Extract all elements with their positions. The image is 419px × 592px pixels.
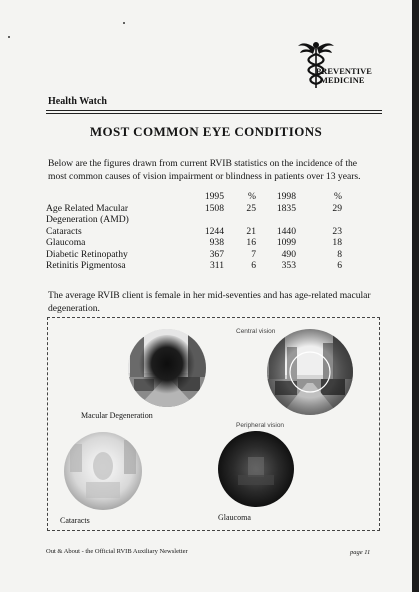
table-cell: 21 — [246, 225, 256, 237]
table-cell: 1508 — [204, 202, 224, 214]
table-cell: Cataracts — [46, 225, 82, 237]
newsletter-footer: Out & About - the Official RVIB Auxiliary Newsletter — [46, 548, 188, 555]
table-row — [46, 249, 342, 261]
table-cell: 1835 — [276, 202, 296, 214]
statistics-table — [46, 191, 342, 272]
table-cell: Degeneration (AMD) — [46, 214, 129, 225]
speck — [8, 36, 10, 38]
macular-degeneration-image — [128, 329, 206, 407]
table-cell: 7 — [251, 248, 256, 260]
logo-line-2: MEDICINE — [320, 76, 365, 85]
table-cell: 16 — [246, 237, 256, 248]
table-cell: 6 — [337, 260, 342, 271]
table-cell: Age Related Macular — [46, 202, 129, 214]
table-header-cell: % — [248, 191, 256, 202]
table-cell — [256, 214, 296, 226]
table-header-cell: 1998 — [276, 191, 296, 202]
speck — [123, 22, 125, 24]
cataracts-caption: Cataracts — [60, 516, 90, 525]
table-header-row — [46, 191, 342, 203]
table-cell: Diabetic Retinopathy — [46, 248, 128, 260]
table-header-cell — [46, 191, 172, 203]
header-rule — [46, 110, 382, 111]
glaucoma-caption: Glaucoma — [218, 513, 251, 522]
page-title: MOST COMMON EYE CONDITIONS — [89, 124, 323, 139]
table-cell — [172, 214, 224, 226]
table-header-cell: % — [334, 191, 342, 202]
table-cell: 29 — [332, 202, 342, 214]
table-cell — [224, 214, 256, 226]
logo-wordmark — [316, 67, 372, 85]
table-cell: 18 — [332, 237, 342, 248]
table-cell: Glaucoma — [46, 237, 86, 248]
table-cell: 25 — [246, 202, 256, 214]
table-cell: 311 — [209, 260, 224, 271]
cataracts-image — [64, 432, 142, 510]
table-row — [46, 260, 342, 272]
table-header-cell: 1995 — [204, 191, 224, 202]
table-cell: Retinitis Pigmentosa — [46, 260, 126, 271]
table-row — [46, 226, 342, 238]
table-cell: 1440 — [276, 225, 296, 237]
central-vision-label: Central vision — [236, 328, 276, 335]
table-cell: 367 — [209, 248, 224, 260]
page-number: page 11 — [350, 549, 371, 556]
header-rule-double — [46, 113, 382, 114]
vision-illustration — [47, 317, 380, 531]
intro-paragraph: Below are the figures drawn from current RVIB statistics on the incidence of the most common causes of vision impairment or blindness in patients over 13 years. — [48, 158, 361, 182]
table-cell: 1244 — [204, 225, 224, 237]
logo-line-1: PREVENTIVE — [316, 67, 372, 76]
table-cell: 353 — [281, 260, 296, 271]
table-cell: 23 — [332, 225, 342, 237]
table-row — [46, 203, 342, 215]
table-cell: 938 — [209, 237, 224, 248]
section-label: Health Watch — [48, 96, 107, 107]
table-cell: 1099 — [276, 237, 296, 248]
macular-degeneration-caption: Macular Degeneration — [81, 411, 153, 420]
table-cell — [296, 214, 342, 226]
table-cell: 8 — [337, 248, 342, 260]
summary-paragraph: The average RVIB client is female in her mid-seventies and has age-related macular degeneration. — [48, 290, 371, 314]
central-vision-image — [267, 329, 353, 415]
table-cell: 6 — [251, 260, 256, 271]
table-row — [46, 214, 342, 226]
table-cell: 490 — [281, 248, 296, 260]
table-row — [46, 237, 342, 249]
glaucoma-image — [218, 431, 294, 507]
peripheral-vision-label: Peripheral vision — [236, 422, 285, 429]
